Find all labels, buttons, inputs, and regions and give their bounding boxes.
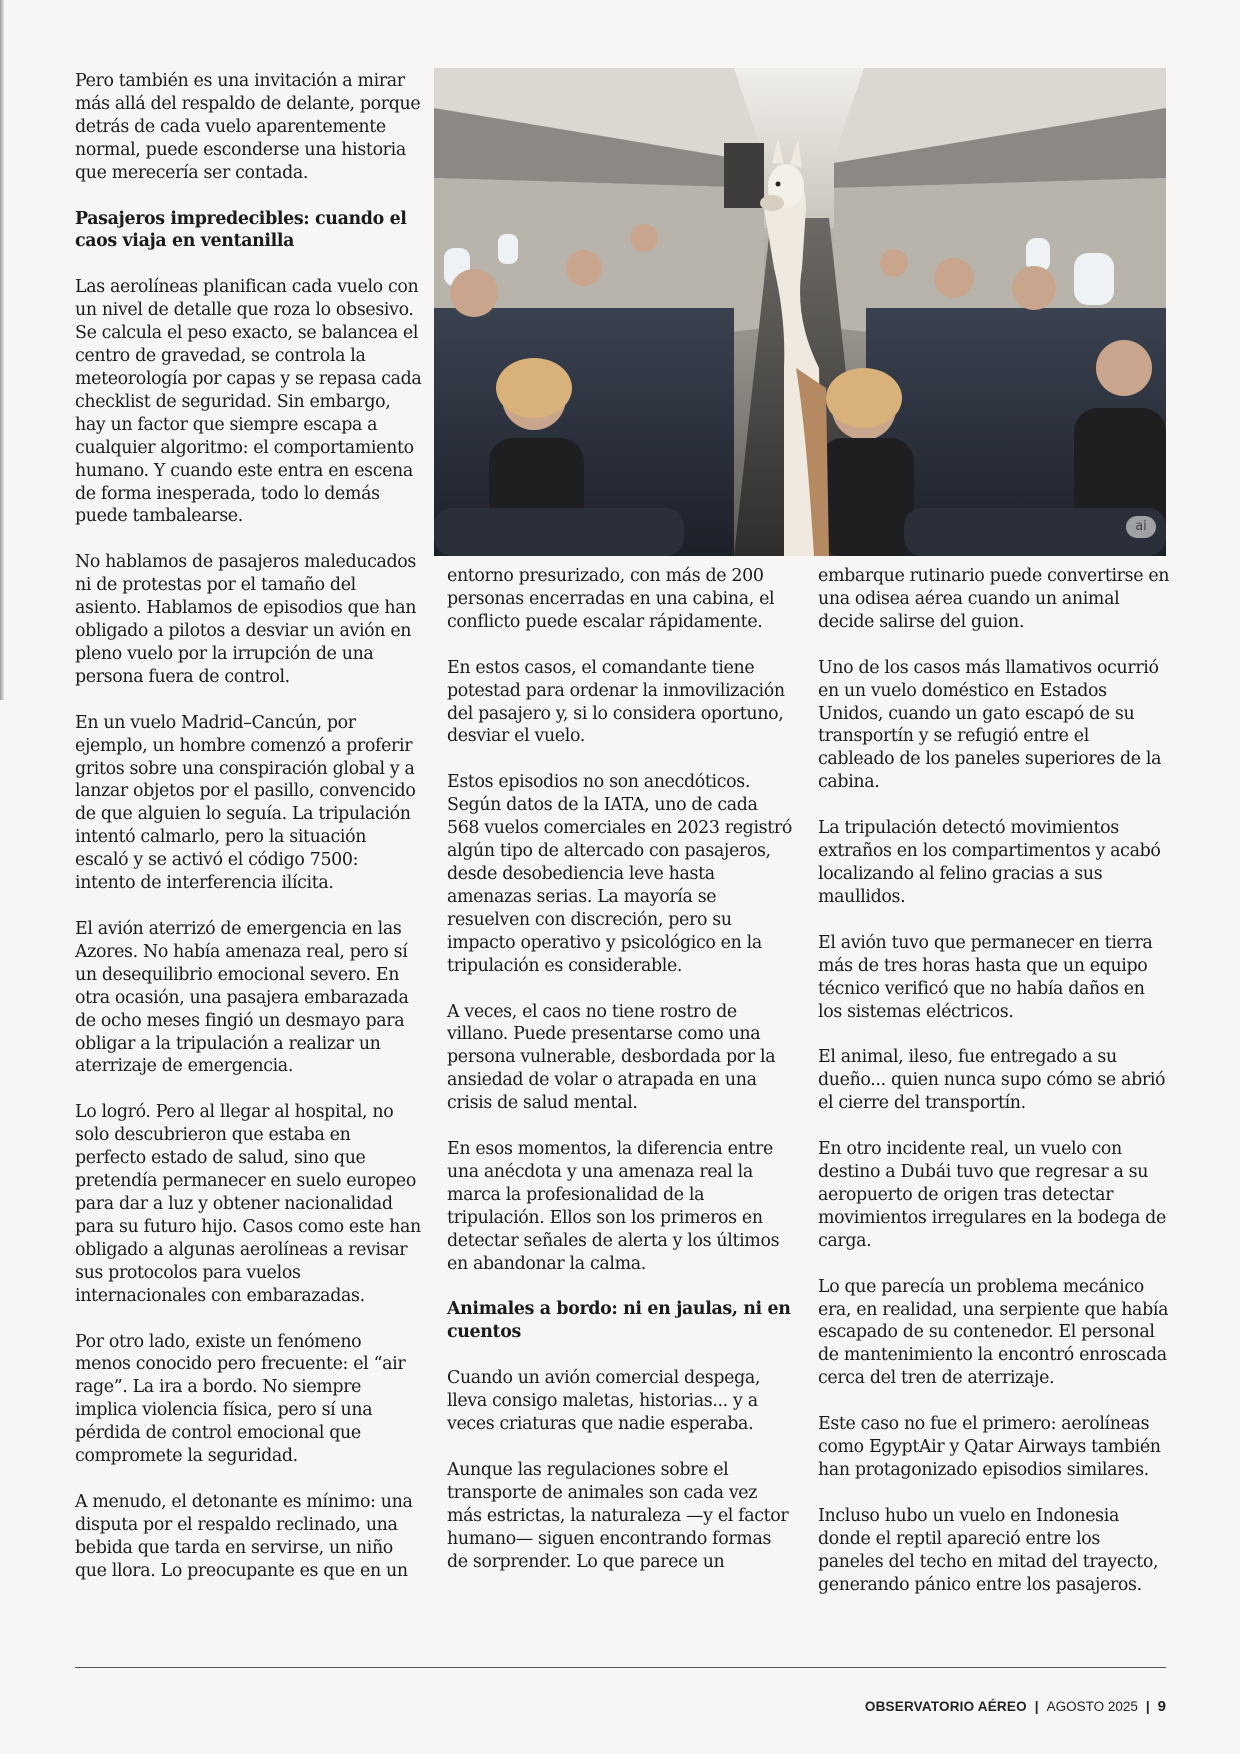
paragraph: Lo logró. Pero al llegar al hospital, no solo descubrieron que estaba en perfecto estado de salud, sino que pretendía permanecer en suelo europeo para dar a luz y obtener nacionalidad para su futuro hijo. Casos como este han obligado a algunas aerolíneas a revisar sus protocolos para vuelos internacionales con embarazadas. [75,1102,421,1306]
paragraph: A menudo, el detonante es mínimo: una disputa por el respaldo reclinado, una bebida que tarda en servirse, un niño que llora. Lo preocupante es que en un [75,1491,413,1581]
paragraph: Estos episodios no son anecdóticos. Según datos de la IATA, uno de cada 568 vuelos comerciales en 2023 registró algún tipo de altercado con pasajeros, desde desobediencia leve hasta amenazas serias. La mayoría se resuelven con discreción, pero su impacto operativo y psicológico en la tripulación es considerable. [447,772,792,976]
paragraph: Aunque las regulaciones sobre el transporte de animales son cada vez más estrictas, la naturaleza —y el factor humano— siguen encontrando formas de sorprender. Lo que parece un [447,1460,789,1572]
footer-separator: | [1034,1699,1039,1714]
paragraph: En estos casos, el comandante tiene potestad para ordenar la inmovilización del pasajero y, si lo considera oportuno, desviar el vuelo. [447,657,785,747]
paragraph: Pero también es una invitación a mirar más allá del respaldo de delante, porque detrás de cada vuelo aparentemente normal, puede esconderse una historia que merecería ser contada. [75,71,421,183]
article-column-1 [75,70,422,1606]
page-footer [865,1698,1166,1715]
paragraph: A veces, el caos no tiene rostro de villano. Puede presentarse como una persona vulnerable, desbordada por la ansiedad de volar o atrapada en una crisis de salud mental. [447,1001,776,1114]
paragraph: El avión aterrizó de emergencia en las Azores. No había amenaza real, pero sí un desequilibrio emocional severo. En otra ocasión, una pasajera embarazada de ocho meses fingió un desmayo para obligar a la tripulación a realizar un aterrizaje de emergencia. [75,919,409,1077]
paragraph: embarque rutinario puede convertirse en una odisea aérea cuando un animal decide salirse del guion. [818,566,1170,632]
paragraph: En un vuelo Madrid–Cancún, por ejemplo, un hombre comenzó a proferir gritos sobre una conspiración global y a lanzar objetos por el pasillo, convencido de que alguien lo seguía. La tripulación intentó calmarlo, pero la situación escaló y se activó el código 7500: intento de interferencia ilícita. [75,712,416,894]
llama-in-cabin-photo [434,68,1166,556]
issue-date: AGOSTO 2025 [1046,1699,1138,1714]
publication-name: OBSERVATORIO AÉREO [864,1699,1027,1714]
paragraph: Uno de los casos más llamativos ocurrió en un vuelo doméstico en Estados Unidos, cuando un gato escapó de su transportín y se refugió entre el cableado de los paneles superiores de la cabina. [818,657,1162,793]
paragraph: El avión tuvo que permanecer en tierra más de tres horas hasta que un equipo técnico verificó que no había daños en los sistemas eléctricos. [818,932,1153,1022]
page-number-separator: | [1145,1699,1150,1714]
cabin-illustration [434,68,1166,556]
section-heading-animals: Animales a bordo: ni en jaulas, ni en cuentos [447,1299,791,1343]
paragraph: entorno presurizado, con más de 200 personas encerradas en una cabina, el conflicto puede escalar rápidamente. [447,566,775,632]
section-heading-passengers: Pasajeros impredecibles: cuando el caos viaja en ventanilla [75,208,407,252]
paragraph: No hablamos de pasajeros maleducados ni de protestas por el tamaño del asiento. Hablamos de episodios que han obligado a pilotos a desviar un avión en pleno vuelo por la irrupción de una persona fuera de control. [75,552,417,687]
paragraph: En esos momentos, la diferencia entre una anécdota y una amenaza real la marca la profesionalidad de la tripulación. Ellos son los primeros en detectar señales de alerta y los últimos en abandonar la calma. [447,1139,780,1274]
page-spine-shadow [0,0,4,700]
article-column-3 [818,565,1170,1620]
ai-generated-badge: ai [1126,516,1156,538]
paragraph: Las aerolíneas planifican cada vuelo con un nivel de detalle que roza lo obsesivo. Se calcula el peso exacto, se balancea el centro de gravedad, se controla la meteorología por capas y se repasa cada checklist de seguridad. Sin embargo, hay un factor que siempre escapa a cualquier algoritmo: el comportamiento humano. Y cuando este entra en escena de forma inesperada, todo lo demás puede tambalearse. [75,277,422,527]
paragraph: En otro incidente real, un vuelo con destino a Dubái tuvo que regresar a su aeropuerto de origen tras detectar movimientos irregulares en la bodega de carga. [818,1139,1166,1251]
footer-divider [75,1667,1166,1668]
paragraph: Incluso hubo un vuelo en Indonesia donde el reptil apareció entre los paneles del techo en mitad del trayecto, generando pánico entre los pasajeros. [818,1505,1159,1595]
paragraph: Cuando un avión comercial despega, lleva consigo maletas, historias... y a veces criaturas que nadie esperaba. [447,1368,761,1435]
paragraph: El animal, ileso, fue entregado a su dueño... quien nunca supo cómo se abrió el cierre del transportín. [818,1047,1166,1114]
article-column-2 [447,565,792,1597]
paragraph: Por otro lado, existe un fenómeno menos conocido pero frecuente: el “air rage”. La ira a bordo. No siempre implica violencia física, pero sí una pérdida de control emocional que compromete la seguridad. [75,1331,406,1467]
page-number: 9 [1157,1698,1166,1715]
paragraph: Lo que parecía un problema mecánico era, en realidad, una serpiente que había escapado de su contenedor. El personal de mantenimiento la encontró enroscada cerca del tren de aterrizaje. [818,1276,1169,1389]
paragraph: La tripulación detectó movimientos extraños en los compartimentos y acabó localizando al felino gracias a sus maullidos. [818,818,1161,907]
paragraph: Este caso no fue el primero: aerolíneas como EgyptAir y Qatar Airways también han protagonizado episodios similares. [818,1414,1161,1480]
